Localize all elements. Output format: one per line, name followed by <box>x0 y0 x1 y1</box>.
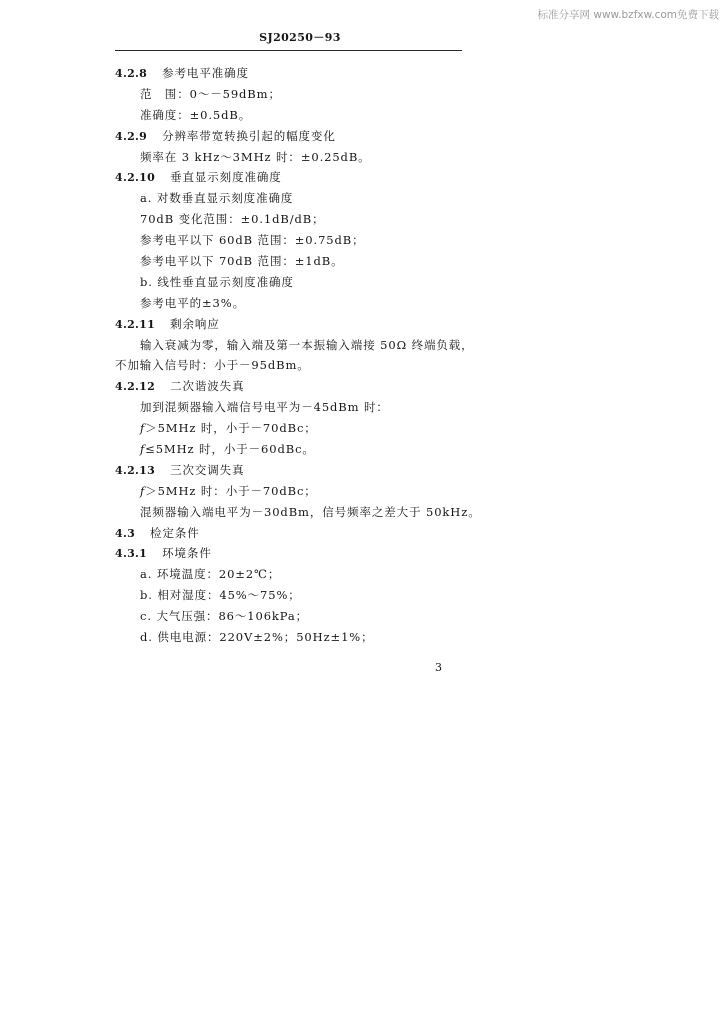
text-line: 频率在 3 kHz～3MHz 时：±0.25dB。 <box>140 149 371 164</box>
text-line-value: ＞5MHz 时，小于－70dBc； <box>145 421 317 436</box>
section-number: 4.2.12 <box>115 380 156 394</box>
text-line-value: ＞5MHz 时：小于－70dBc； <box>145 483 317 498</box>
frequency-symbol: f <box>140 442 146 457</box>
section-number: 4.3.1 <box>115 547 148 561</box>
text-line: 参考电平以下 70dB 范围：±1dB。 <box>140 254 344 269</box>
section-title: 三次交调失真 <box>170 462 245 477</box>
section-heading-4-2-10 <box>115 167 475 188</box>
text-line <box>115 439 475 460</box>
section-title: 参考电平准确度 <box>162 66 249 80</box>
list-item: d. 供电电源：220V±2%；50Hz±1%； <box>140 630 374 645</box>
section-number: 4.2.8 <box>115 67 148 80</box>
frequency-symbol: f <box>140 483 146 498</box>
list-item: b. 相对湿度：45%～75%； <box>140 588 301 603</box>
section-title: 分辨率带宽转换引起的幅度变化 <box>162 128 336 143</box>
text-line-continuation: 不加输入信号时：小于－95dBm。 <box>115 358 310 373</box>
section-number: 4.3 <box>115 526 136 540</box>
section-number: 4.2.13 <box>115 463 156 477</box>
section-heading-4-2-8 <box>115 63 475 84</box>
section-heading-4-2-13 <box>115 460 475 481</box>
section-heading-4-2-12 <box>115 376 475 397</box>
text-line <box>115 418 475 439</box>
list-item: a. 环境温度：20±2℃； <box>140 567 281 582</box>
section-heading-4-3-1 <box>115 543 475 564</box>
text-line: 参考电平的±3%。 <box>140 295 245 310</box>
text-line-value: ≤5MHz 时，小于－60dBc。 <box>145 442 315 457</box>
document-code: SJ20250－93 <box>259 31 341 44</box>
section-title: 剩余响应 <box>170 316 220 331</box>
section-heading-4-2-9 <box>115 126 475 147</box>
text-line <box>115 481 475 502</box>
list-item: a. 对数垂直显示刻度准确度 <box>140 191 294 206</box>
section-number: 4.2.10 <box>115 171 156 185</box>
header-rule <box>115 50 462 51</box>
section-title: 垂直显示刻度准确度 <box>170 170 282 185</box>
text-line: 准确度：±0.5dB。 <box>140 107 252 122</box>
document-body <box>115 63 481 648</box>
text-line: 范 围：0～－59dBm； <box>140 86 281 101</box>
frequency-symbol: f <box>140 421 146 436</box>
text-line: 参考电平以下 60dB 范围：±0.75dB； <box>140 233 365 248</box>
list-item: c. 大气压强：86～106kPa； <box>140 609 309 624</box>
section-heading-4-3 <box>115 523 475 544</box>
section-title: 环境条件 <box>162 546 212 561</box>
text-line: 70dB 变化范围：±0.1dB/dB； <box>140 212 325 227</box>
text-line: 输入衰减为零，输入端及第一本振输入端接 50Ω 终端负载， <box>140 337 474 352</box>
section-number: 4.2.11 <box>115 317 156 331</box>
section-title: 二次谐波失真 <box>170 379 245 394</box>
section-number: 4.2.9 <box>115 129 148 143</box>
text-line: 混频器输入端电平为－30dBm，信号频率之差大于 50kHz。 <box>140 504 481 519</box>
section-heading-4-2-11 <box>115 314 475 335</box>
page-number: 3 <box>435 661 442 674</box>
text-line: 加到混频器输入端信号电平为－45dBm 时： <box>140 400 389 415</box>
list-item: b. 线性垂直显示刻度准确度 <box>140 274 294 289</box>
watermark: 标准分享网 www.bzfxw.com免费下载 <box>537 9 719 21</box>
section-title: 检定条件 <box>150 525 200 540</box>
